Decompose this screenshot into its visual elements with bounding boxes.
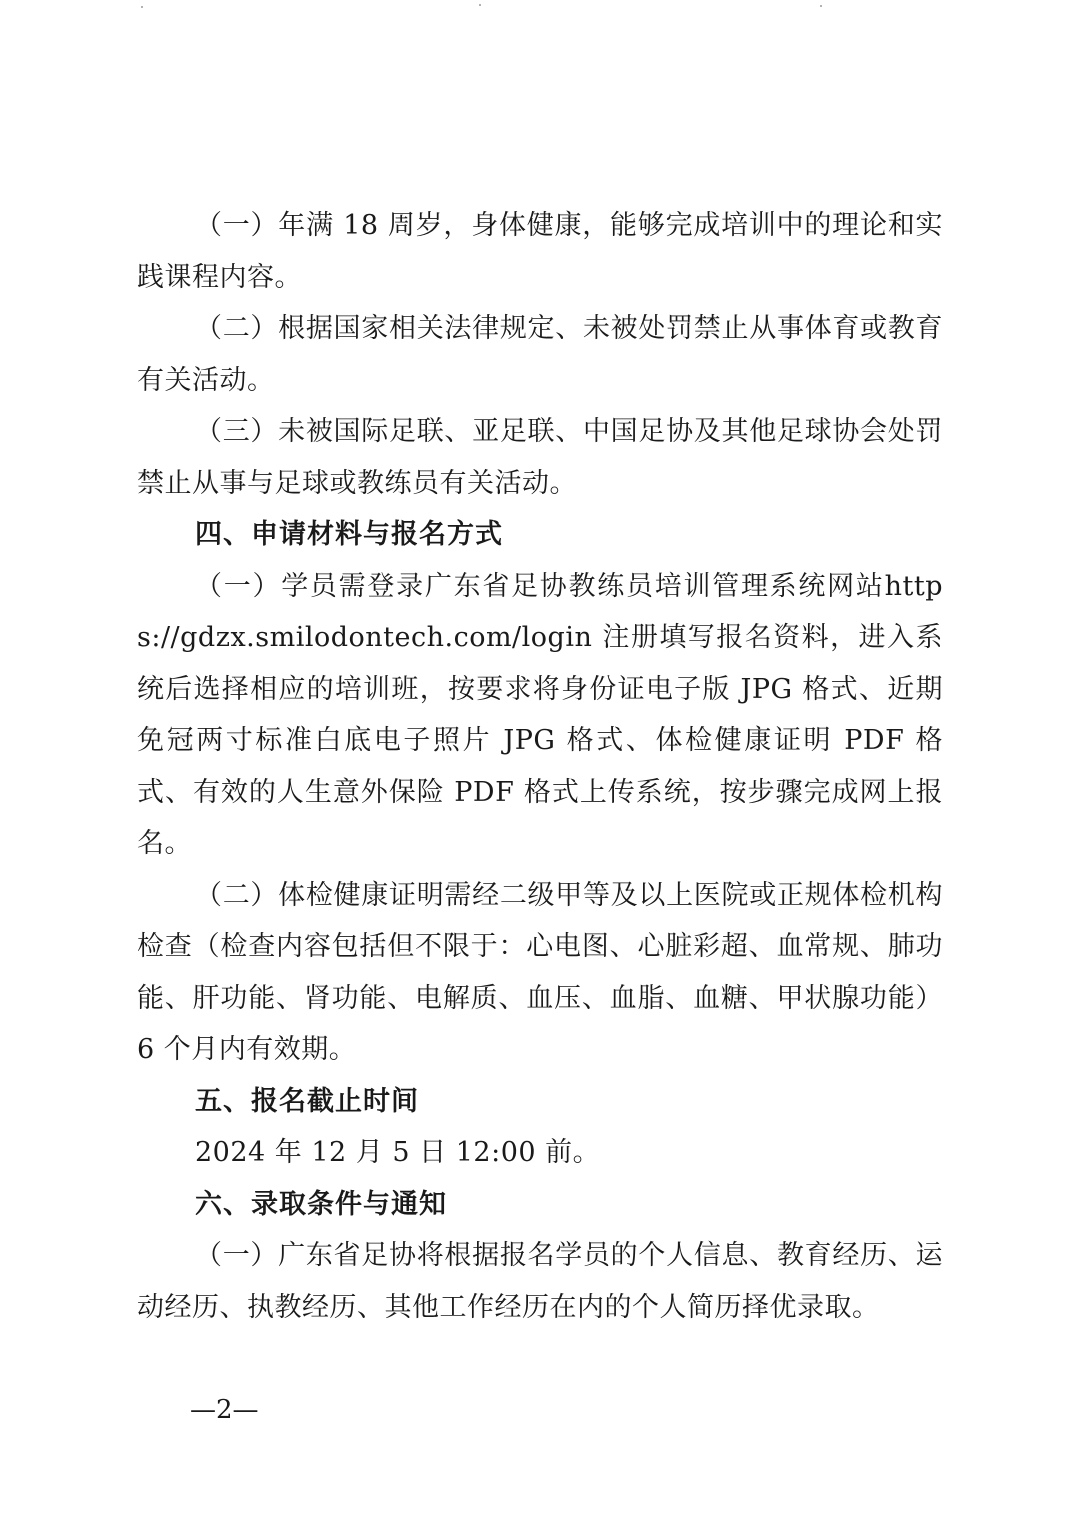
section-heading-application: 四、申请材料与报名方式 [195,519,503,550]
scan-speck [479,4,481,6]
application-item-2: （二）体检健康证明需经二级甲等及以上医院或正规体检机构检查（检查内容包括但不限于：心电图、心脏彩超、血常规、肺功能、肝功能、肾功能、电解质、血压、血脂、血糖、甲状腺功能）6 个月内有效期。 [137,879,943,1065]
requirement-item-1: （一）年满 18 周岁，身体健康，能够完成培训中的理论和实践课程内容。 [137,210,943,293]
deadline-text: 2024 年 12 月 5 日 12:00 前。 [195,1137,601,1168]
requirement-item-3: （三）未被国际足联、亚足联、中国足协及其他足球协会处罚禁止从事与足球或教练员有关活动。 [137,416,943,499]
admission-item-1: （一）广东省足协将根据报名学员的个人信息、教育经历、运动经历、执教经历、其他工作经历在内的个人简历择优录取。 [137,1240,943,1323]
requirement-item-2: （二）根据国家相关法律规定、未被处罚禁止从事体育或教育有关活动。 [137,313,943,396]
section-heading-admission: 六、录取条件与通知 [195,1188,447,1220]
document-body [137,200,943,1333]
section-heading-deadline: 五、报名截止时间 [195,1085,419,1117]
scan-speck [141,6,143,8]
page-number: —2— [190,1395,259,1425]
application-item-1: （一）学员需登录广东省足协教练员培训管理系统网站https://gdzx.smilodontech.com/login 注册填写报名资料，进入系统后选择相应的培训班，按要求将身份证电子版 JPG 格式、近期免冠两寸标准白底电子照片 JPG 格式、体检健康证明 PDF 格式、有效的人生意外保险 PDF 格式上传系统，按步骤完成网上报名。 [137,570,943,859]
scan-speck [820,5,822,7]
